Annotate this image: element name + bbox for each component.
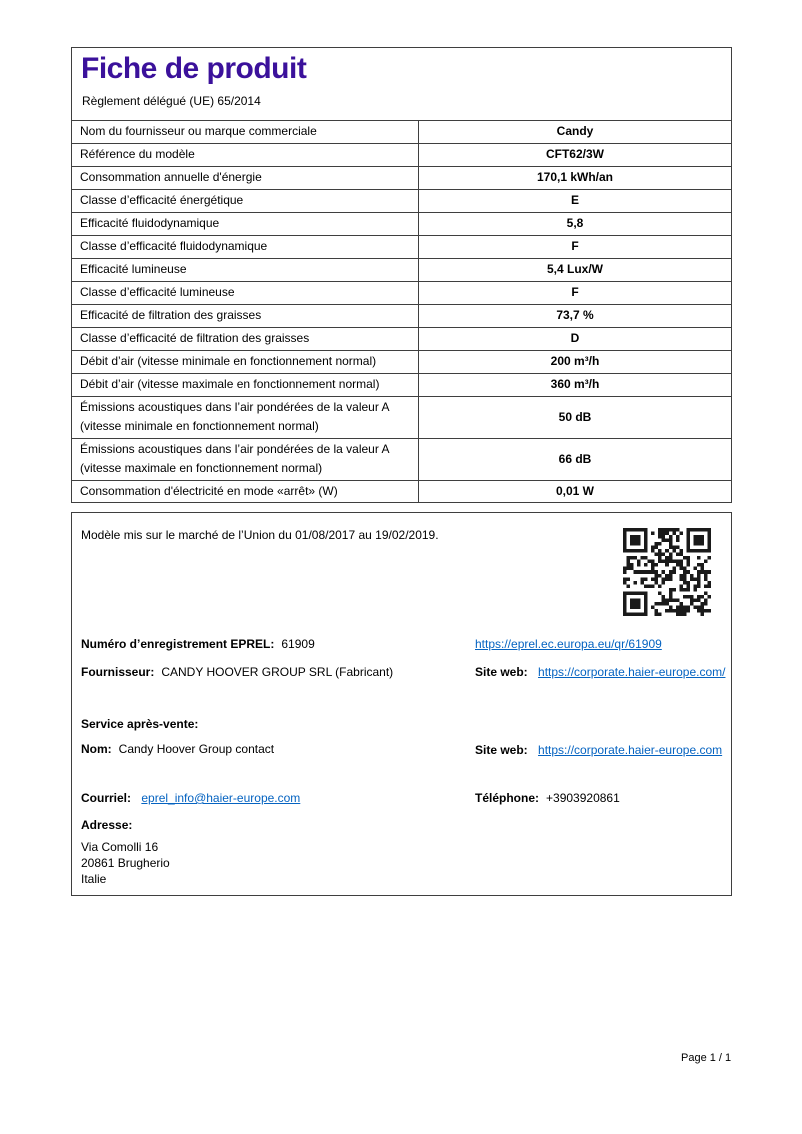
attribute-label: Efficacité fluidodynamique <box>72 213 419 236</box>
website-label: Site web: <box>475 665 528 679</box>
eprel-label: Numéro d’enregistrement EPREL: <box>81 637 275 651</box>
name-value: Candy Hoover Group contact <box>118 742 275 756</box>
attribute-label: Référence du modèle <box>72 144 419 167</box>
page-number: Page 1 / 1 <box>681 1052 732 1064</box>
eprel-link-cell <box>475 637 731 651</box>
attribute-value: CFT62/3W <box>419 144 732 167</box>
attribute-value: F <box>419 282 732 305</box>
attribute-value: 73,7 % <box>419 305 732 328</box>
attribute-label: Consommation d'électricité en mode «arrêt» (W) <box>72 481 419 504</box>
table-row <box>72 305 731 328</box>
attribute-value: 0,01 W <box>419 481 732 504</box>
table-row <box>72 190 731 213</box>
service-name <box>81 742 274 756</box>
eprel-number: 61909 <box>281 637 315 651</box>
address-block <box>81 839 170 887</box>
attribute-value: 170,1 kWh/an <box>419 167 732 190</box>
table-row <box>72 259 731 282</box>
supplier-name: CANDY HOOVER GROUP SRL (Fabricant) <box>161 665 394 679</box>
attribute-value: F <box>419 236 732 259</box>
attribute-value: 5,4 Lux/W <box>419 259 732 282</box>
table-row <box>72 439 731 481</box>
attribute-label: Classe d’efficacité de filtration des graisses <box>72 328 419 351</box>
regulation-subtitle: Règlement délégué (UE) 65/2014 <box>82 94 261 108</box>
attribute-value: D <box>419 328 732 351</box>
attribute-label: Émissions acoustiques dans l’air pondérées de la valeur A (vitesse minimale en fonctionnement normal) <box>72 397 419 439</box>
service-email <box>81 791 300 805</box>
address-line: Italie <box>81 872 107 886</box>
page-title: Fiche de produit <box>81 52 307 85</box>
supplier-website-cell <box>475 659 731 686</box>
service-website-link[interactable]: https://corporate.haier-europe.com <box>538 743 723 757</box>
address-line: Via Comolli 16 <box>81 840 159 854</box>
product-fiche-section <box>71 47 732 503</box>
table-row <box>72 397 731 439</box>
attribute-value: 200 m³/h <box>419 351 732 374</box>
phone-label: Téléphone: <box>475 791 540 805</box>
attribute-label: Classe d’efficacité énergétique <box>72 190 419 213</box>
website-label: Site web: <box>475 743 528 757</box>
name-label: Nom: <box>81 742 112 756</box>
table-row <box>72 282 731 305</box>
attribute-label: Débit d’air (vitesse maximale en fonctionnement normal) <box>72 374 419 397</box>
market-statement: Modèle mis sur le marché de l’Union du 01/08/2017 au 19/02/2019. <box>81 528 439 542</box>
attribute-label: Efficacité de filtration des graisses <box>72 305 419 328</box>
table-row <box>72 121 731 144</box>
table-row <box>72 144 731 167</box>
address-label: Adresse: <box>81 818 133 832</box>
qr-code-icon <box>623 528 711 616</box>
table-row <box>72 328 731 351</box>
attribute-value: 50 dB <box>419 397 732 439</box>
attribute-label: Débit d’air (vitesse minimale en fonctionnement normal) <box>72 351 419 374</box>
eprel-link[interactable]: https://eprel.ec.europa.eu/qr/61909 <box>475 637 662 651</box>
attribute-label: Nom du fournisseur ou marque commerciale <box>72 121 419 144</box>
service-website-cell <box>475 737 731 764</box>
phone-value: +3903920861 <box>546 791 620 805</box>
email-label: Courriel: <box>81 791 132 805</box>
table-row <box>72 351 731 374</box>
attribute-label: Consommation annuelle d'énergie <box>72 167 419 190</box>
supplier <box>81 665 393 679</box>
table-row <box>72 374 731 397</box>
supplier-website-link[interactable]: https://corporate.haier-europe.com/ <box>538 665 726 679</box>
attribute-value: E <box>419 190 732 213</box>
table-row <box>72 167 731 190</box>
eprel-registration <box>81 637 315 651</box>
attribute-label: Efficacité lumineuse <box>72 259 419 282</box>
table-row <box>72 213 731 236</box>
email-link[interactable]: eprel_info@haier-europe.com <box>141 791 301 805</box>
attribute-value: 66 dB <box>419 439 732 481</box>
attribute-value: Candy <box>419 121 732 144</box>
attribute-label: Classe d’efficacité lumineuse <box>72 282 419 305</box>
address-line: 20861 Brugherio <box>81 856 170 870</box>
attribute-label: Classe d’efficacité fluidodynamique <box>72 236 419 259</box>
service-phone <box>475 791 731 805</box>
attribute-label: Émissions acoustiques dans l’air pondérées de la valeur A (vitesse maximale en fonctionnement normal) <box>72 439 419 481</box>
supplier-label: Fournisseur: <box>81 665 155 679</box>
attribute-value: 5,8 <box>419 213 732 236</box>
after-sales-heading: Service après-vente: <box>81 717 199 731</box>
supplier-info-section <box>71 512 732 896</box>
product-attributes-table <box>72 120 731 503</box>
table-row <box>72 481 731 504</box>
attribute-value: 360 m³/h <box>419 374 732 397</box>
table-row <box>72 236 731 259</box>
